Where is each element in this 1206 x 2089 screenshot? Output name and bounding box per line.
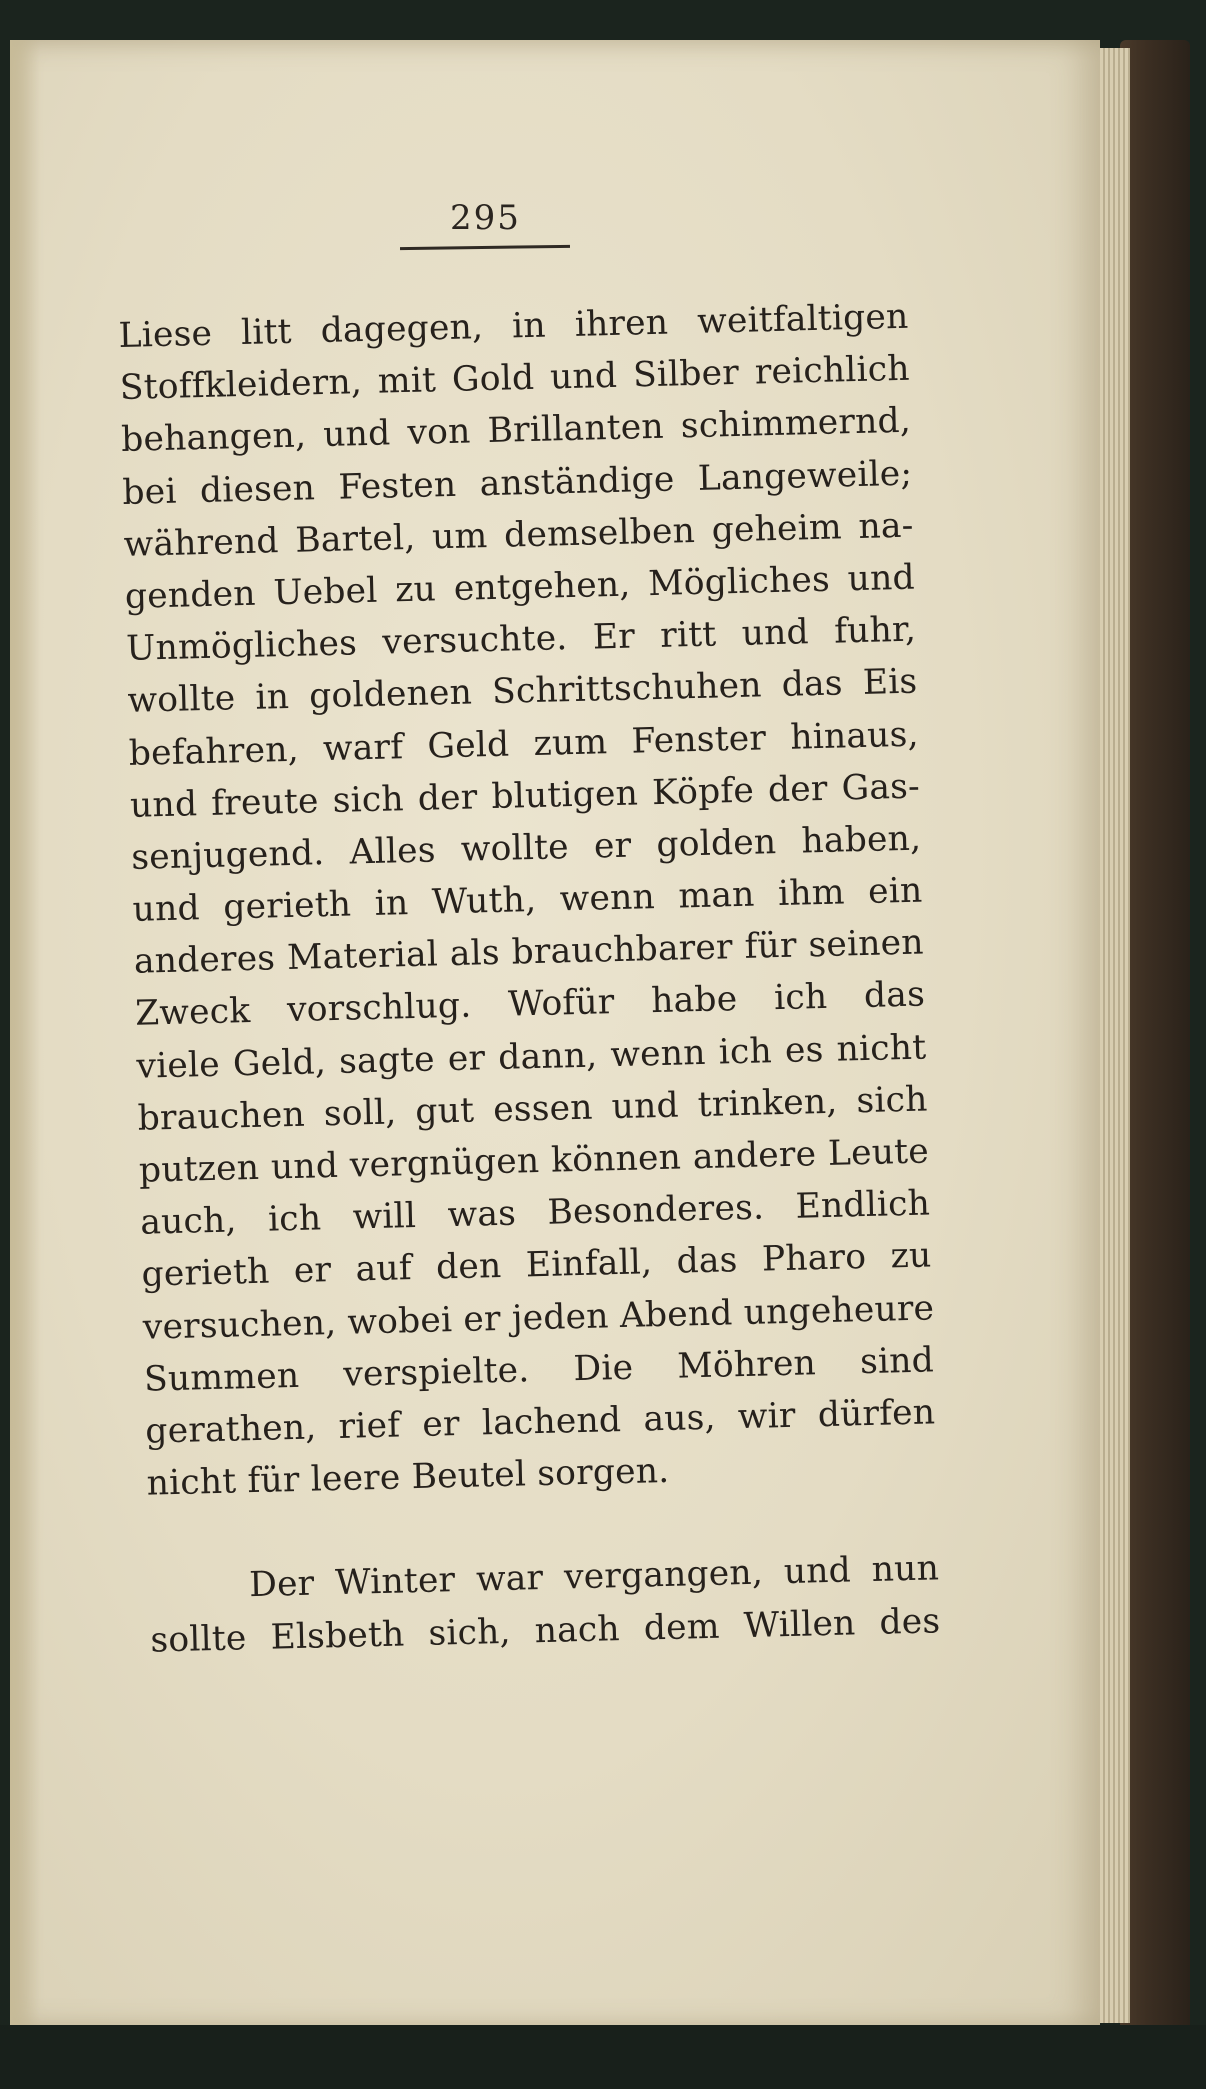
text-line: Unmögliches versuchte. Er ritt und fuhr, [125, 609, 917, 670]
text-line: befahren, warf Geld zum Fenster hinaus, [128, 714, 920, 774]
text-line: Summen verspielte. Die Möhren sind [143, 1340, 935, 1400]
body-text [118, 291, 941, 1667]
text-line: versuchen, wobei er jeden Abend ungeheure [142, 1287, 935, 1348]
text-line: bei diesen Festen anständige Langeweile; [121, 453, 913, 513]
text-line: sollte Elsbeth sich, nach dem Willen des [150, 1600, 941, 1661]
text-line: auch, ich will was Besonderes. Endlich [139, 1183, 931, 1243]
book-cover-edge [1120, 40, 1190, 2030]
page-gutter [10, 40, 40, 2030]
text-line: gerathen, rief er lachend aus, wir dürfen [144, 1392, 936, 1452]
book-page [10, 40, 1100, 2030]
text-line: brauchen soll, gut essen und trinken, sich [137, 1079, 929, 1139]
text-line: gerieth er auf den Einfall, das Pharo zu [141, 1235, 932, 1296]
text-line: Zweck vorschlug. Wofür habe ich das [134, 974, 926, 1035]
page-number-rule [400, 245, 570, 250]
paragraph [118, 291, 937, 1510]
text-line: Liese litt dagegen, in ihren weitfaltigen [118, 296, 909, 356]
text-line: anderes Material als brauchbarer für seinen [133, 922, 925, 983]
text-line: und freute sich der blutigen Köpfe der Gas- [129, 766, 921, 826]
text-line: nicht für leere Beutel sorgen. [146, 1451, 670, 1504]
text-line: Stoffkleidern, mit Gold und Silber reichlich [119, 348, 911, 409]
text-line: während Bartel, um demselben geheim na- [123, 505, 914, 565]
page-number: 295 [450, 198, 521, 238]
text-line: Der Winter war vergangen, und nun [248, 1548, 940, 1606]
text-line: genden Uebel zu entgehen, Mögliches und [124, 557, 916, 617]
text-line: senjugend. Alles wollte er golden haben, [130, 818, 922, 878]
text-line: wollte in goldenen Schrittschuhen das Eis [127, 661, 918, 722]
paragraph [149, 1543, 941, 1667]
text-line: behangen, und von Brillanten schimmernd, [120, 401, 912, 461]
text-line: und gerieth in Wuth, wenn man ihm ein [132, 870, 923, 930]
text-line: putzen und vergnügen können andere Leute [138, 1131, 930, 1191]
text-line: viele Geld, sagte er dann, wenn ich es nicht [135, 1027, 927, 1087]
scan-background-bottom [0, 2025, 1206, 2089]
